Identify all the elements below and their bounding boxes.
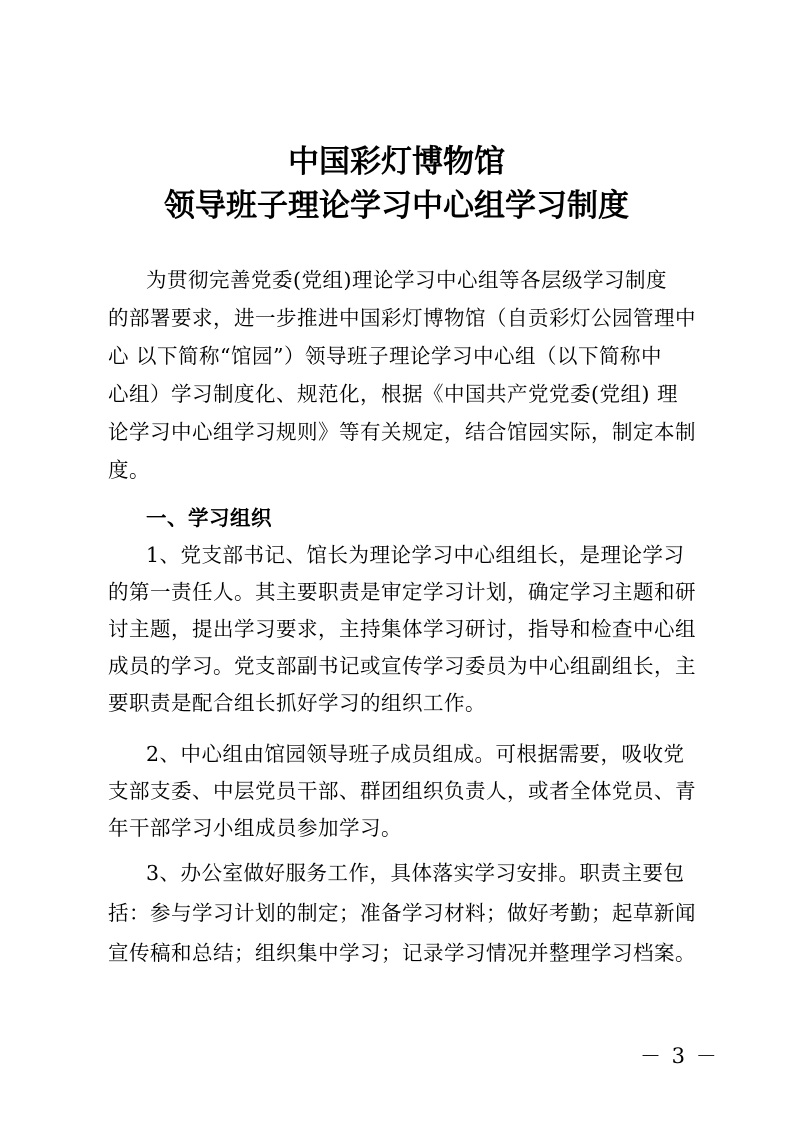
item1-line: 成员的学习。党支部副书记或宣传学习委员为中心组副组长，主	[108, 654, 696, 678]
section-heading: 一、学习组织	[146, 506, 272, 530]
item3-line: 括：参与学习计划的制定；准备学习材料；做好考勤；起草新闻	[108, 901, 696, 925]
item2-line: 支部支委、中层党员干部、群团组织负责人，或者全体党员、青	[108, 779, 696, 803]
item2-line: 年干部学习小组成员参加学习。	[108, 816, 402, 840]
item1-line: 的第一责任人。其主要职责是审定学习计划，确定学习主题和研	[108, 580, 696, 604]
intro-line: 度。	[108, 458, 150, 482]
item3-line: 3、办公室做好服务工作，具体落实学习安排。职责主要包	[146, 861, 685, 885]
intro-line: 的部署要求，进一步推进中国彩灯博物馆（自贡彩灯公园管理中	[108, 306, 696, 330]
item2-line: 2、中心组由馆园领导班子成员组成。可根据需要，吸收党	[146, 742, 685, 766]
intro-line: 心组）学习制度化、规范化，根据《中国共产党党委(党组) 理	[108, 382, 679, 406]
intro-line: 论学习中心组学习规则》等有关规定，结合馆园实际，制定本制	[108, 420, 696, 444]
title-line-1: 中国彩灯博物馆	[288, 144, 505, 180]
intro-line: 心 以下简称“馆园”）领导班子理论学习中心组（以下简称中	[108, 344, 662, 368]
item3-line: 宣传稿和总结；组织集中学习；记录学习情况并整理学习档案。	[108, 941, 696, 965]
item1-line: 讨主题，提出学习要求，主持集体学习研讨，指导和检查中心组	[108, 617, 696, 641]
item1-line: 1、党支部书记、馆长为理论学习中心组组长，是理论学习	[146, 543, 685, 567]
title-line-2: 领导班子理论学习中心组学习制度	[164, 188, 629, 224]
page-number: － 3 －	[640, 1044, 719, 1068]
intro-line: 为贯彻完善党委(党组)理论学习中心组等各层级学习制度	[146, 268, 667, 292]
item1-line: 要职责是配合组长抓好学习的组织工作。	[108, 691, 486, 715]
